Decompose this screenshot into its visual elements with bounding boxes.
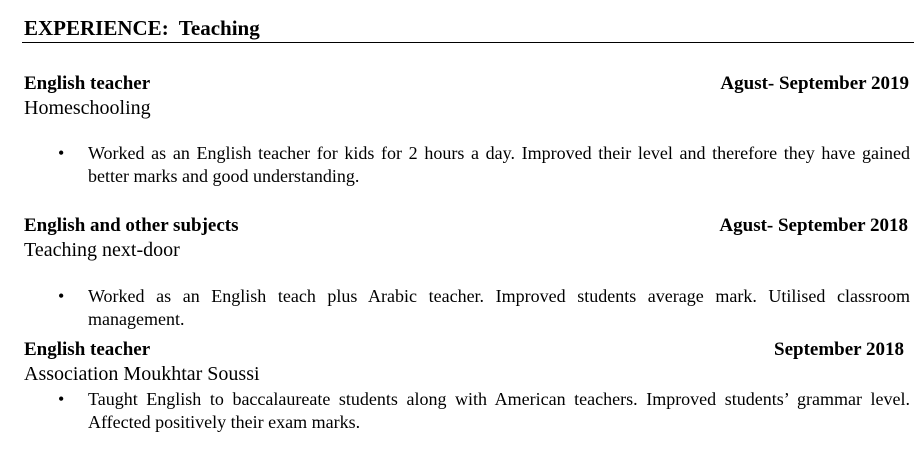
job-dates: September 2018 [774, 339, 904, 360]
experience-entry [24, 72, 910, 188]
entry-header [24, 72, 910, 96]
job-dates: Agust- September 2019 [720, 73, 909, 94]
job-title: English teacher [24, 73, 151, 94]
organization-name: Homeschooling [24, 97, 151, 119]
section-divider [22, 42, 914, 43]
bullet-item [24, 388, 910, 434]
organization-name: Teaching next-door [24, 239, 180, 261]
entry-header [24, 214, 910, 238]
experience-entry [24, 214, 910, 331]
job-title: English teacher [24, 339, 151, 360]
section-title: EXPERIENCE: Teaching [24, 16, 260, 40]
organization-name: Association Moukhtar Soussi [24, 363, 260, 385]
job-dates: Agust- September 2018 [719, 215, 908, 236]
job-title: English and other subjects [24, 215, 239, 236]
bullet-point: • [58, 143, 65, 163]
bullet-item [24, 142, 910, 188]
experience-entry [24, 338, 910, 434]
bullet-point: • [58, 286, 65, 306]
bullet-text: Worked as an English teach plus Arabic teacher. Improved students average mark. Utilised classroom management. [88, 286, 910, 329]
entry-header [24, 338, 910, 362]
bullet-point: • [58, 389, 65, 409]
bullet-item [24, 285, 910, 331]
bullet-text: Taught English to baccalaureate students along with American teachers. Improved students’ grammar level. Affected positively their exam marks. [88, 389, 910, 432]
bullet-text: Worked as an English teacher for kids for 2 hours a day. Improved their level and therefore they have gained better marks and good understanding. [88, 143, 910, 186]
